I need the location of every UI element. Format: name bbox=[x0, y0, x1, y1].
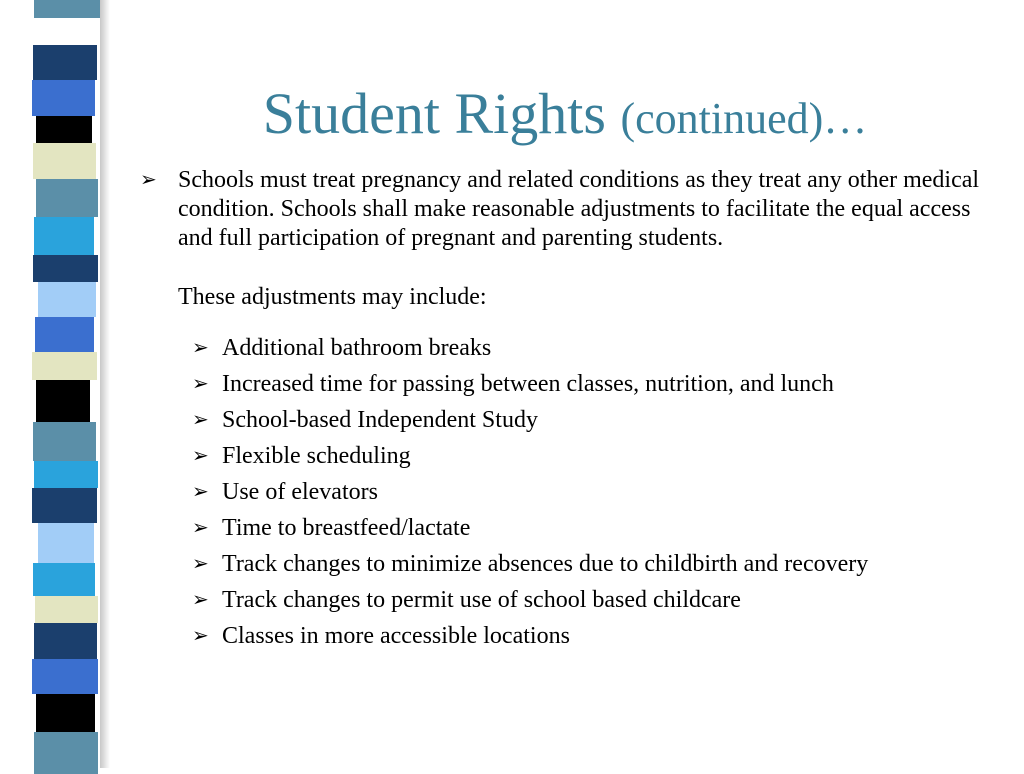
list-item-text: Track changes to permit use of school based childcare bbox=[222, 587, 741, 613]
list-item bbox=[192, 334, 1000, 363]
stripe-segment bbox=[34, 461, 98, 488]
stripe-segment bbox=[35, 317, 94, 352]
stripe-segment bbox=[32, 659, 98, 694]
arrow-bullet-icon: ➢ bbox=[192, 481, 209, 503]
stripe-segment bbox=[33, 563, 95, 596]
stripe-segment bbox=[33, 255, 98, 282]
stripe-segment bbox=[38, 282, 96, 317]
list-item bbox=[192, 586, 1000, 615]
list-item-text: Flexible scheduling bbox=[222, 443, 411, 469]
stripe-segment bbox=[35, 596, 98, 623]
stripe-segment bbox=[34, 0, 100, 18]
list-item-text: Time to breastfeed/lactate bbox=[222, 515, 471, 541]
adjustments-intro: These adjustments may include: bbox=[178, 284, 487, 310]
arrow-bullet-icon: ➢ bbox=[192, 373, 209, 395]
slide-body bbox=[140, 166, 1000, 658]
stripe-segment bbox=[32, 488, 97, 523]
arrow-bullet-icon: ➢ bbox=[192, 409, 209, 431]
stripe-segment bbox=[38, 523, 94, 563]
arrow-bullet-icon: ➢ bbox=[192, 625, 209, 647]
title-main: Student Rights bbox=[262, 81, 606, 146]
paragraph-text: Schools must treat pregnancy and related conditions as they treat any other medical condition. Schools shall make reasonable adjustments to facilitate the equal access and full participation of pregnant and parenting students. bbox=[178, 167, 980, 251]
slide-title bbox=[0, 78, 1024, 155]
arrow-bullet-icon: ➢ bbox=[192, 589, 209, 611]
title-sub: (continued)… bbox=[620, 94, 868, 143]
stripe-segment bbox=[34, 623, 97, 659]
list-item bbox=[192, 406, 1000, 435]
list-item bbox=[192, 550, 1000, 579]
list-item-text: Classes in more accessible locations bbox=[222, 623, 570, 649]
arrow-bullet-icon: ➢ bbox=[192, 445, 209, 467]
list-item bbox=[192, 478, 1000, 507]
stripe-segment bbox=[33, 422, 96, 461]
list-item-text: Track changes to minimize absences due to childbirth and recovery bbox=[222, 551, 869, 577]
stripe-segment bbox=[34, 18, 100, 45]
stripe-segment bbox=[36, 380, 90, 422]
list-item bbox=[192, 442, 1000, 471]
arrow-bullet-icon: ➢ bbox=[192, 553, 209, 575]
arrow-bullet-icon: ➢ bbox=[140, 169, 157, 191]
list-item-text: School-based Independent Study bbox=[222, 407, 538, 433]
list-item-text: Additional bathroom breaks bbox=[222, 335, 492, 361]
stripe-segment bbox=[36, 179, 98, 217]
list-item bbox=[192, 514, 1000, 543]
stripe-segment bbox=[36, 694, 95, 732]
main-paragraph bbox=[140, 166, 1000, 253]
stripe-segment bbox=[33, 45, 97, 80]
arrow-bullet-icon: ➢ bbox=[192, 337, 209, 359]
stripe-segment bbox=[34, 217, 94, 255]
list-item-text: Increased time for passing between classes, nutrition, and lunch bbox=[222, 371, 834, 397]
adjustments-list bbox=[140, 334, 1000, 651]
list-item bbox=[192, 622, 1000, 651]
list-item-text: Use of elevators bbox=[222, 479, 378, 505]
arrow-bullet-icon: ➢ bbox=[192, 517, 209, 539]
list-item bbox=[192, 370, 1000, 399]
stripe-segment bbox=[32, 352, 97, 380]
